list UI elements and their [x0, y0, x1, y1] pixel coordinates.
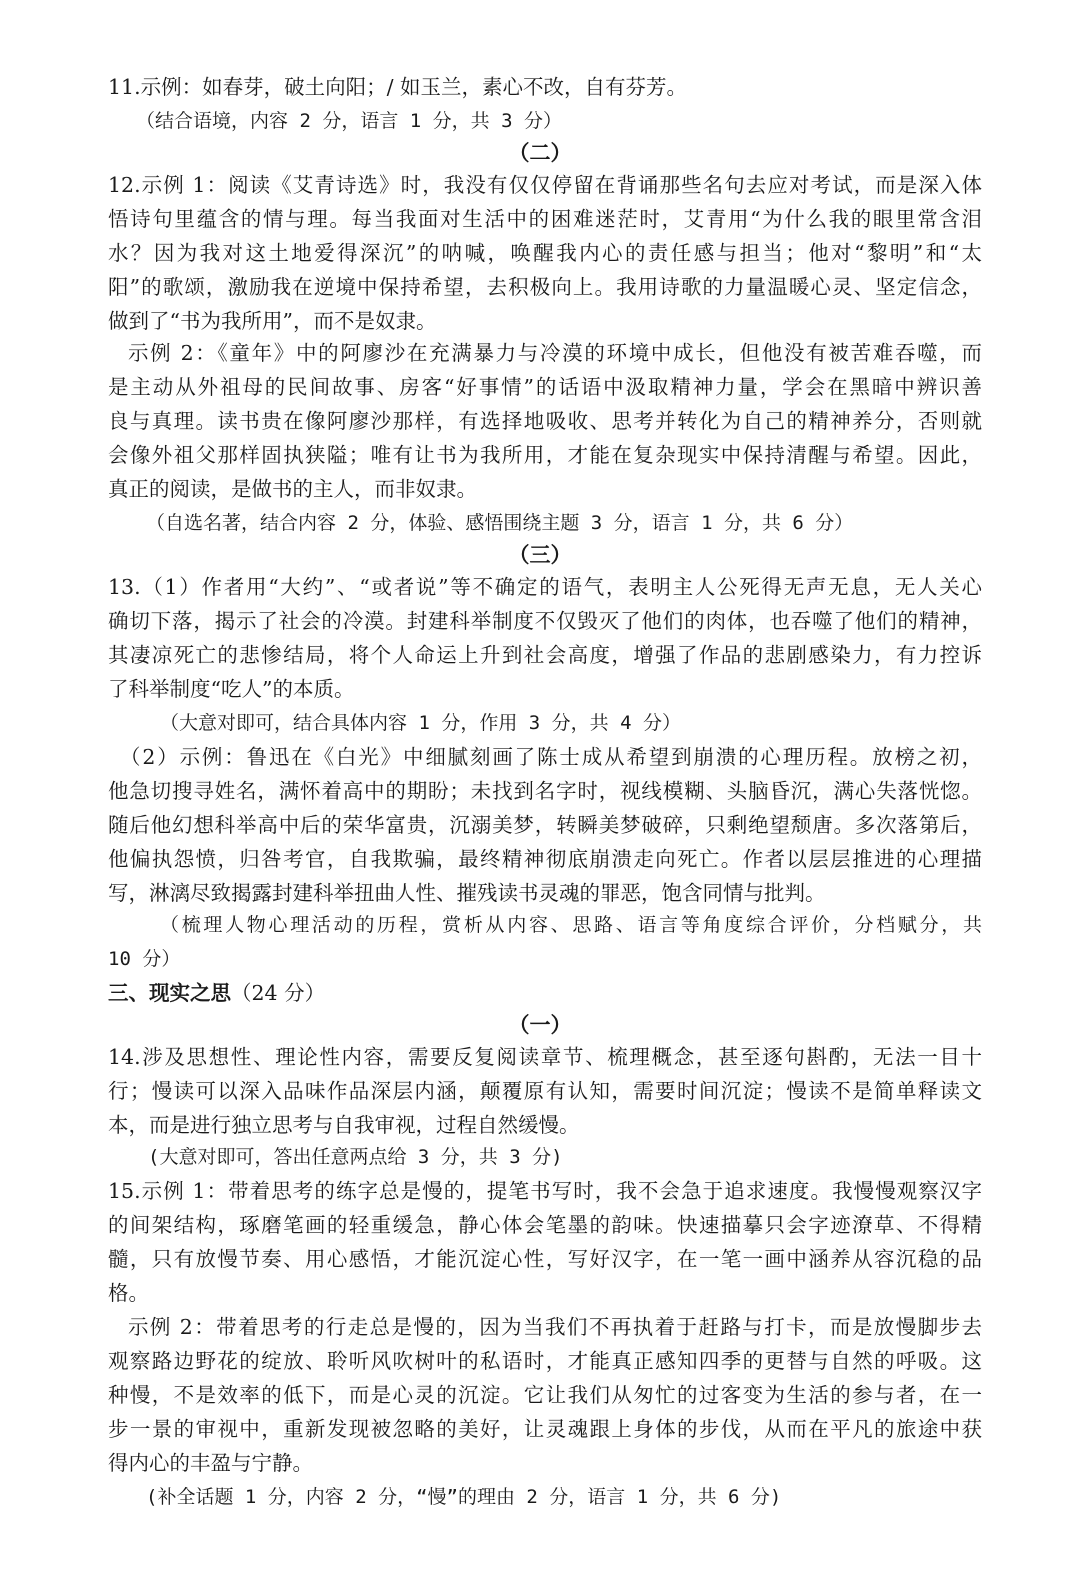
q15-line-6: 观察路边野花的绽放、聆听风吹树叶的私语时，才能真正感知四季的更替与自然的呼吸。这 — [108, 1349, 982, 1373]
section-heading-two: （二） — [508, 140, 572, 165]
q13-1-line-4: 了科举制度“吃人”的本质。 — [108, 677, 355, 701]
q11-scoring-note: （结合语境，内容 2 分，语言 1 分，共 3 分） — [136, 110, 562, 132]
q13-2-scoring-note-line-1: （梳理人物心理活动的历程，赏析从内容、思路、语言等角度综合评价，分档赋分，共 — [160, 914, 982, 936]
q14-line-1: 14.涉及思想性、理论性内容，需要反复阅读章节、梳理概念，甚至逐句斟酌，无法一目十 — [108, 1045, 982, 1069]
q13-2-line-4: 他偏执怨愤，归咎考官，自我欺骗，最终精神彻底崩溃走向死亡。作者以层层推进的心理描 — [108, 847, 982, 871]
q13-1-line-3: 其凄凉死亡的悲惨结局，将个人命运上升到社会高度，增强了作品的悲剧感染力，有力控诉 — [108, 643, 982, 667]
q12-line-9: 会像外祖父那样固执狭隘；唯有让书为我所用，才能在复杂现实中保持清醒与希望。因此， — [108, 443, 982, 467]
q13-2-line-1: （2）示例：鲁迅在《白光》中细腻刻画了陈士成从希望到崩溃的心理历程。放榜之初， — [120, 745, 982, 769]
q14-line-2: 行；慢读可以深入品味作品深层内涵，颠覆原有认知，需要时间沉淀；慢读不是简单释读文 — [108, 1079, 982, 1103]
q12-line-2: 悟诗句里蕴含的情与理。每当我面对生活中的困难迷茫时，艾青用“为什么我的眼里常含泪 — [108, 207, 982, 231]
q15-line-4: 格。 — [108, 1281, 149, 1305]
q12-line-4: 阳”的歌颂，激励我在逆境中保持希望，去积极向上。我用诗歌的力量温暖心灵、坚定信念， — [108, 275, 982, 299]
q13-1-line-2: 确切下落，揭示了社会的冷漠。封建科举制度不仅毁灭了他们的肉体，也吞噬了他们的精神， — [108, 609, 982, 633]
part-three-score: （24 分） — [231, 981, 326, 1005]
q15-line-9: 得内心的丰盈与宁静。 — [108, 1451, 313, 1475]
q13-1-line-1: 13.（1）作者用“大约”、“或者说”等不确定的语气，表明主人公死得无声无息，无人关心 — [108, 575, 982, 599]
q12-line-10: 真正的阅读，是做书的主人，而非奴隶。 — [108, 477, 477, 501]
q13-2-line-3: 随后他幻想科举高中后的荣华富贵，沉溺美梦，转瞬美梦破碎，只剩绝望颓唐。多次落第后， — [108, 813, 982, 837]
q15-line-7: 种慢，不是效率的低下，而是心灵的沉淀。它让我们从匆忙的过客变为生活的参与者，在一 — [108, 1383, 982, 1407]
q12-line-1: 12.示例 1：阅读《艾青诗选》时，我没有仅仅停留在背诵那些名句去应对考试，而是深入体 — [108, 173, 982, 197]
q13-2-scoring-note-line-2: 10 分） — [108, 948, 181, 970]
q13-1-scoring-note: （大意对即可，结合具体内容 1 分，作用 3 分，共 4 分） — [160, 712, 681, 734]
q15-line-5: 示例 2：带着思考的行走总是慢的，因为当我们不再执着于赶路与打卡，而是放慢脚步去 — [128, 1315, 982, 1339]
q15-line-2: 的间架结构，琢磨笔画的轻重缓急，静心体会笔墨的韵味。快速描摹只会字迹潦草、不得精 — [108, 1213, 982, 1237]
q12-line-8: 良与真理。读书贵在像阿廖沙那样，有选择地吸收、思考并转化为自己的精神养分，否则就 — [108, 409, 982, 433]
q15-line-3: 髓，只有放慢节奏、用心感悟，才能沉淀心性，写好汉字，在一笔一画中涵养从容沉稳的品 — [108, 1247, 982, 1271]
q14-scoring-note: (大意对即可，答出任意两点给 3 分，共 3 分) — [148, 1146, 563, 1168]
q12-line-3: 水？因为我对这土地爱得深沉”的呐喊，唤醒我内心的责任感与担当；他对“黎明”和“太 — [108, 241, 982, 265]
q12-line-6: 示例 2：《童年》中的阿廖沙在充满暴力与冷漠的环境中成长，但他没有被苦难吞噬，而 — [128, 341, 982, 365]
q13-2-line-5: 写，淋漓尽致揭露封建科举扭曲人性、摧残读书灵魂的罪恶，饱含同情与批判。 — [108, 881, 826, 905]
q11-answer: 11.示例：如春芽，破土向阳；/ 如玉兰，素心不改，自有芬芳。 — [108, 75, 688, 99]
q15-line-1: 15.示例 1：带着思考的练字总是慢的，提笔书写时，我不会急于追求速度。我慢慢观察汉字 — [108, 1179, 982, 1203]
q12-line-5: 做到了“书为我所用”，而不是奴隶。 — [108, 309, 437, 333]
section-heading-one: （一） — [508, 1012, 572, 1037]
q13-2-line-2: 他急切搜寻姓名，满怀着高中的期盼；未找到名字时，视线模糊、头脑昏沉，满心失落恍惚。 — [108, 779, 982, 803]
q15-line-8: 步一景的审视中，重新发现被忽略的美好，让灵魂跟上身体的步伐，从而在平凡的旅途中获 — [108, 1417, 982, 1441]
section-heading-three: （三） — [508, 542, 572, 567]
q15-scoring-note: (补全话题 1 分，内容 2 分，“慢”的理由 2 分，语言 1 分，共 6 分) — [146, 1486, 782, 1508]
part-three-heading — [108, 976, 982, 1010]
part-three-title: 三、现实之思 — [108, 981, 231, 1005]
q14-line-3: 本，而是进行独立思考与自我审视，过程自然缓慢。 — [108, 1113, 580, 1137]
q12-scoring-note: （自选名著，结合内容 2 分，体验、感悟围绕主题 3 分，语言 1 分，共 6 分） — [146, 512, 854, 534]
q12-line-7: 是主动从外祖母的民间故事、房客“好事情”的话语中汲取精神力量，学会在黑暗中辨识善 — [108, 375, 982, 399]
